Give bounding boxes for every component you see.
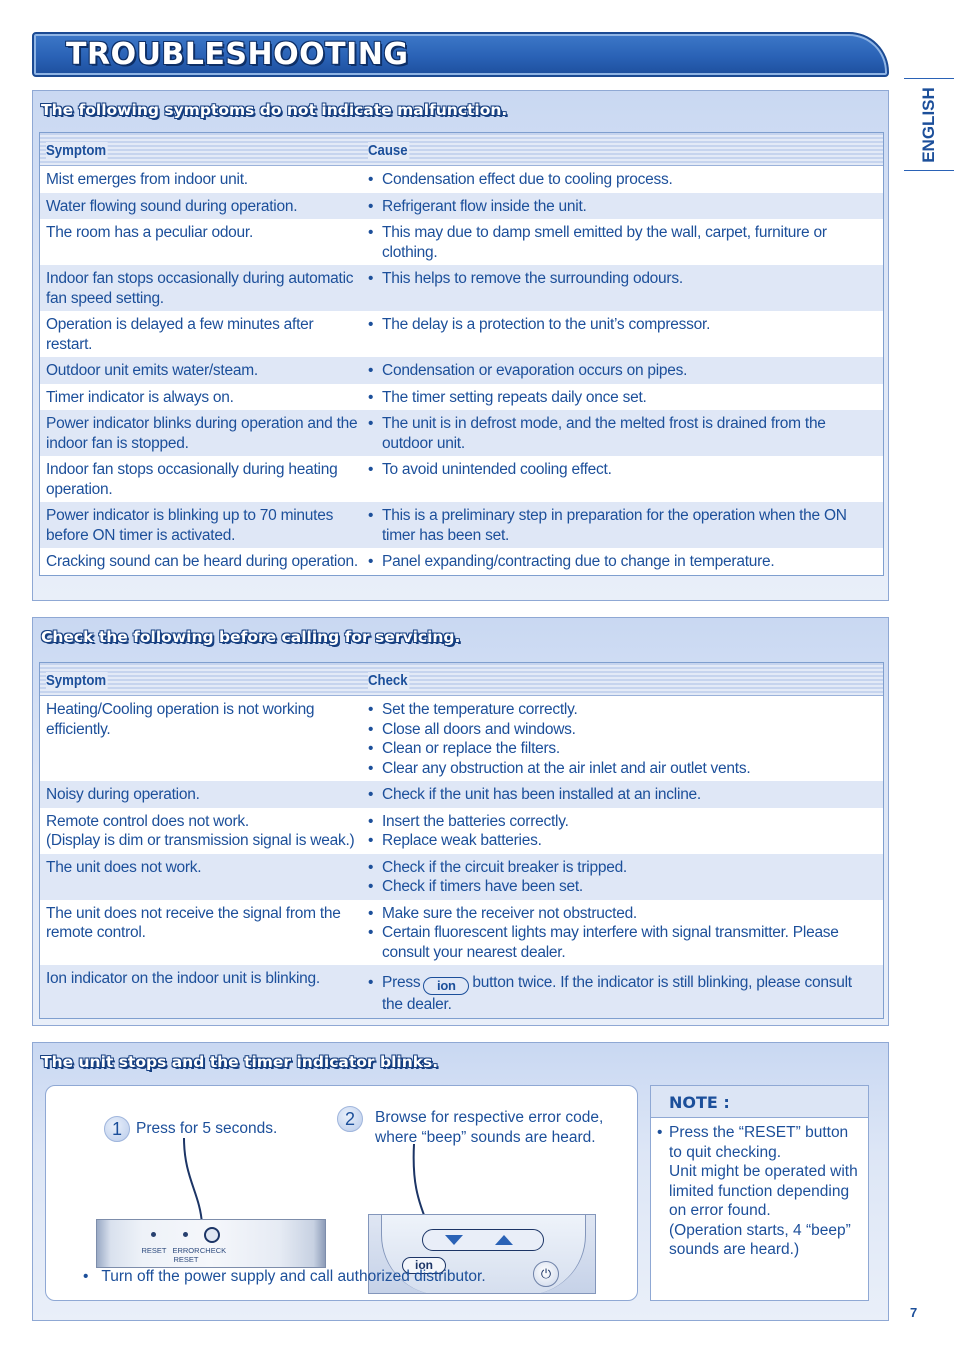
bullet-icon: • <box>83 1268 89 1285</box>
error-reset-label: ERROR RESET <box>172 1246 200 1264</box>
cause-cell <box>362 166 883 193</box>
bullet-icon: • <box>368 924 374 941</box>
bullet-item <box>368 877 875 897</box>
bullet-text: Insert the batteries correctly. <box>382 812 569 830</box>
bullet-item <box>368 361 875 381</box>
bullet-text: Check if timers have been set. <box>382 878 583 895</box>
cause-cell <box>362 193 883 220</box>
table-row <box>40 311 883 357</box>
bullet-item <box>368 923 875 962</box>
error-check-procedure <box>45 1085 638 1301</box>
table-row <box>40 166 883 193</box>
cause-cell <box>362 548 883 575</box>
note-title: NOTE : <box>651 1086 868 1118</box>
table-row <box>40 502 883 548</box>
bullet-icon: • <box>368 904 374 922</box>
symptom-cell: The unit does not receive the signal from the remote control. <box>46 904 341 941</box>
check-cell <box>362 808 883 854</box>
bullet-icon: • <box>368 270 374 287</box>
bullet-text: This may due to damp smell emitted by the wall, carpet, furniture or clothing. <box>382 224 827 261</box>
ion-button-icon: ion <box>423 977 469 995</box>
bullet-item <box>368 506 875 545</box>
symptom-cell: Heating/Cooling operation is not working efficiently. <box>46 701 315 738</box>
table-body <box>40 696 883 1018</box>
bullet-item <box>368 197 875 217</box>
bullet-item <box>368 785 875 805</box>
step-1-text: Press for 5 seconds. <box>136 1120 278 1137</box>
pointer-line <box>176 1138 216 1228</box>
check-button[interactable] <box>204 1227 220 1243</box>
bullet-text: Condensation or evaporation occurs on pipes. <box>382 362 688 379</box>
check-cell <box>362 900 883 966</box>
title-banner <box>32 32 889 77</box>
bullet-text: This is a preliminary step in preparation for the operation when the ON timer has been set. <box>382 507 847 544</box>
section-heading: Check the following before calling for servicing. <box>41 628 461 646</box>
indoor-unit-indicator-panel <box>96 1219 326 1268</box>
bullet-icon: • <box>657 1124 663 1141</box>
down-arrow-icon[interactable] <box>445 1235 463 1245</box>
note-line: Unit might be operated with limited function depending on error found. <box>669 1163 858 1219</box>
step-2-text: Browse for respective error code, where “beep” sounds are heard. <box>375 1109 604 1146</box>
cause-cell <box>362 384 883 411</box>
table-row <box>40 548 883 575</box>
symptom-cell: Water flowing sound during operation. <box>46 197 298 215</box>
symptom-cause-table <box>39 132 884 576</box>
table-row <box>40 265 883 311</box>
bullet-text: Condensation effect due to cooling process. <box>382 171 673 188</box>
check-label: CHECK <box>199 1246 227 1255</box>
reset-label: RESET <box>141 1246 167 1255</box>
table-row <box>40 808 883 854</box>
table-header <box>40 663 883 696</box>
bullet-icon: • <box>368 197 374 215</box>
press-text: Press <box>382 974 421 991</box>
bullet-icon: • <box>368 171 374 188</box>
table-row <box>40 965 883 1018</box>
bullet-item <box>368 170 875 190</box>
bullet-item <box>368 831 875 851</box>
section-heading: The unit stops and the timer indicator blinks. <box>41 1053 439 1071</box>
table-row <box>40 696 883 781</box>
footer-instruction-text: Turn off the power supply and call authorized distributor. <box>101 1268 486 1285</box>
symptom-cell: The unit does not work. <box>46 858 202 876</box>
symptom-cell <box>40 808 362 854</box>
bullet-item <box>368 414 875 453</box>
symptom-cell: Outdoor unit emits water/steam. <box>46 362 258 379</box>
bullet-icon: • <box>368 720 374 738</box>
footer-instruction <box>83 1267 486 1287</box>
symptom-cell: Ion indicator on the indoor unit is blinking. <box>46 970 320 987</box>
table-row <box>40 456 883 502</box>
cause-cell <box>362 311 883 357</box>
symptom-cell: Timer indicator is always on. <box>46 388 234 406</box>
up-arrow-icon[interactable] <box>495 1235 513 1245</box>
bullet-icon: • <box>368 415 374 432</box>
table-header <box>40 133 883 166</box>
bullet-item <box>368 812 875 832</box>
bullet-icon: • <box>368 974 374 991</box>
cause-cell <box>362 219 883 265</box>
bullet-icon: • <box>368 786 374 803</box>
bullet-icon: • <box>368 740 374 757</box>
bullet-text: The delay is a protection to the unit’s compressor. <box>382 316 711 333</box>
symptom-check-table <box>39 662 884 1019</box>
symptom-cell: Noisy during operation. <box>46 786 200 803</box>
bullet-item <box>368 973 875 1015</box>
section-no-malfunction <box>32 90 889 601</box>
column-header-symptom: Symptom <box>46 142 107 159</box>
cause-cell <box>362 357 883 384</box>
table-row <box>40 357 883 384</box>
check-cell <box>362 696 883 781</box>
note-body <box>651 1118 868 1260</box>
symptom-cell: Power indicator blinks during operation and the indoor fan is stopped. <box>46 415 358 452</box>
ion-button[interactable]: ion <box>402 1257 446 1274</box>
symptom-cell: Mist emerges from indoor unit. <box>46 171 248 188</box>
bullet-text: Check if the unit has been installed at an incline. <box>382 786 701 803</box>
symptom-cell: Indoor fan stops occasionally during automatic fan speed setting. <box>46 270 354 307</box>
bullet-text: Clean or replace the filters. <box>382 740 560 757</box>
bullet-text: To avoid unintended cooling effect. <box>382 461 612 478</box>
step-2-number: 2 <box>337 1106 363 1132</box>
bullet-icon: • <box>368 362 374 379</box>
note-line: Press the “RESET” button to quit checking. <box>669 1124 849 1161</box>
bullet-icon: • <box>368 553 374 570</box>
bullet-icon: • <box>368 507 374 524</box>
check-cell <box>362 854 883 900</box>
reset-led-icon <box>151 1232 156 1237</box>
bullet-text: Clear any obstruction at the air inlet and air outlet vents. <box>382 759 751 777</box>
table-row <box>40 854 883 900</box>
bullet-item <box>368 739 875 759</box>
bullet-item <box>368 269 875 289</box>
bullet-item <box>368 552 875 572</box>
table-row <box>40 900 883 966</box>
table-body <box>40 166 883 575</box>
bullet-icon: • <box>368 316 374 333</box>
up-down-buttons[interactable] <box>422 1229 544 1251</box>
bullet-item <box>368 720 875 740</box>
table-row <box>40 219 883 265</box>
bullet-item <box>368 700 875 720</box>
bullet-item <box>368 223 875 262</box>
page-number: 7 <box>910 1305 918 1320</box>
bullet-icon: • <box>368 858 374 876</box>
bullet-icon: • <box>368 832 374 849</box>
bullet-icon: • <box>368 812 374 830</box>
table-row <box>40 781 883 808</box>
cause-cell <box>362 410 883 456</box>
instruction-text: button twice. If the indicator is still blinking, please consult the dealer. <box>382 974 852 1013</box>
bullet-text: Set the temperature correctly. <box>382 701 578 718</box>
cause-cell <box>362 502 883 548</box>
column-header-cause: Cause <box>368 142 408 159</box>
bullet-text: The unit is in defrost mode, and the melted frost is drained from the outdoor unit. <box>382 415 826 452</box>
bullet-item <box>368 315 875 335</box>
bullet-icon: • <box>368 701 374 718</box>
symptom-cell: The room has a peculiar odour. <box>46 224 254 241</box>
bullet-text: Make sure the receiver not obstructed. <box>382 904 637 922</box>
bullet-text: Close all doors and windows. <box>382 720 576 738</box>
power-icon[interactable]: ⏻ <box>533 1261 559 1287</box>
section-timer-blinks <box>32 1042 889 1321</box>
note-box <box>650 1085 869 1301</box>
symptom-cell: Operation is delayed a few minutes after restart. <box>46 316 314 353</box>
error-led-icon <box>183 1232 188 1237</box>
table-row <box>40 384 883 411</box>
symptom-line: Remote control does not work. <box>46 812 249 830</box>
bullet-text: Certain fluorescent lights may interfere with signal transmitter. Please consult your nearest dealer. <box>382 924 839 961</box>
bullet-icon: • <box>368 388 374 406</box>
bullet-text: Panel expanding/contracting due to change in temperature. <box>382 553 775 570</box>
section-check-before-service <box>32 617 889 1026</box>
bullet-text <box>382 973 875 1015</box>
bullet-text: Refrigerant flow inside the unit. <box>382 197 587 215</box>
table-row <box>40 410 883 456</box>
page-title: TROUBLESHOOTING <box>66 37 409 72</box>
note-line: (Operation starts, 4 “beep” sounds are heard.) <box>669 1221 851 1258</box>
column-header-symptom: Symptom <box>46 672 107 689</box>
bullet-item <box>368 759 875 779</box>
bullet-text: Replace weak batteries. <box>382 832 542 849</box>
section-heading: The following symptoms do not indicate malfunction. <box>41 101 508 119</box>
bullet-item <box>368 388 875 408</box>
cause-cell <box>362 265 883 311</box>
table-row <box>40 193 883 220</box>
language-tab <box>904 78 954 171</box>
bullet-icon: • <box>368 461 374 478</box>
check-cell <box>362 965 883 1018</box>
bullet-text: The timer setting repeats daily once set. <box>382 388 647 406</box>
symptom-cell: Power indicator is blinking up to 70 minutes before ON timer is activated. <box>46 507 334 544</box>
bullet-icon: • <box>368 878 374 895</box>
step-1-number: 1 <box>104 1116 130 1142</box>
bullet-icon: • <box>368 224 374 241</box>
bullet-item <box>368 904 875 924</box>
bullet-text: This helps to remove the surrounding odours. <box>382 270 683 287</box>
bullet-item <box>368 858 875 878</box>
bullet-icon: • <box>368 759 374 777</box>
symptom-cell: Cracking sound can be heard during operation. <box>46 553 358 570</box>
language-label: ENGLISH <box>919 86 938 163</box>
bullet-text: Check if the circuit breaker is tripped. <box>382 858 627 876</box>
cause-cell <box>362 456 883 502</box>
column-header-check: Check <box>368 672 408 689</box>
check-cell <box>362 781 883 808</box>
symptom-cell: Indoor fan stops occasionally during heating operation. <box>46 461 338 498</box>
bullet-item <box>368 460 875 480</box>
symptom-line: (Display is dim or transmission signal is weak.) <box>46 832 355 849</box>
